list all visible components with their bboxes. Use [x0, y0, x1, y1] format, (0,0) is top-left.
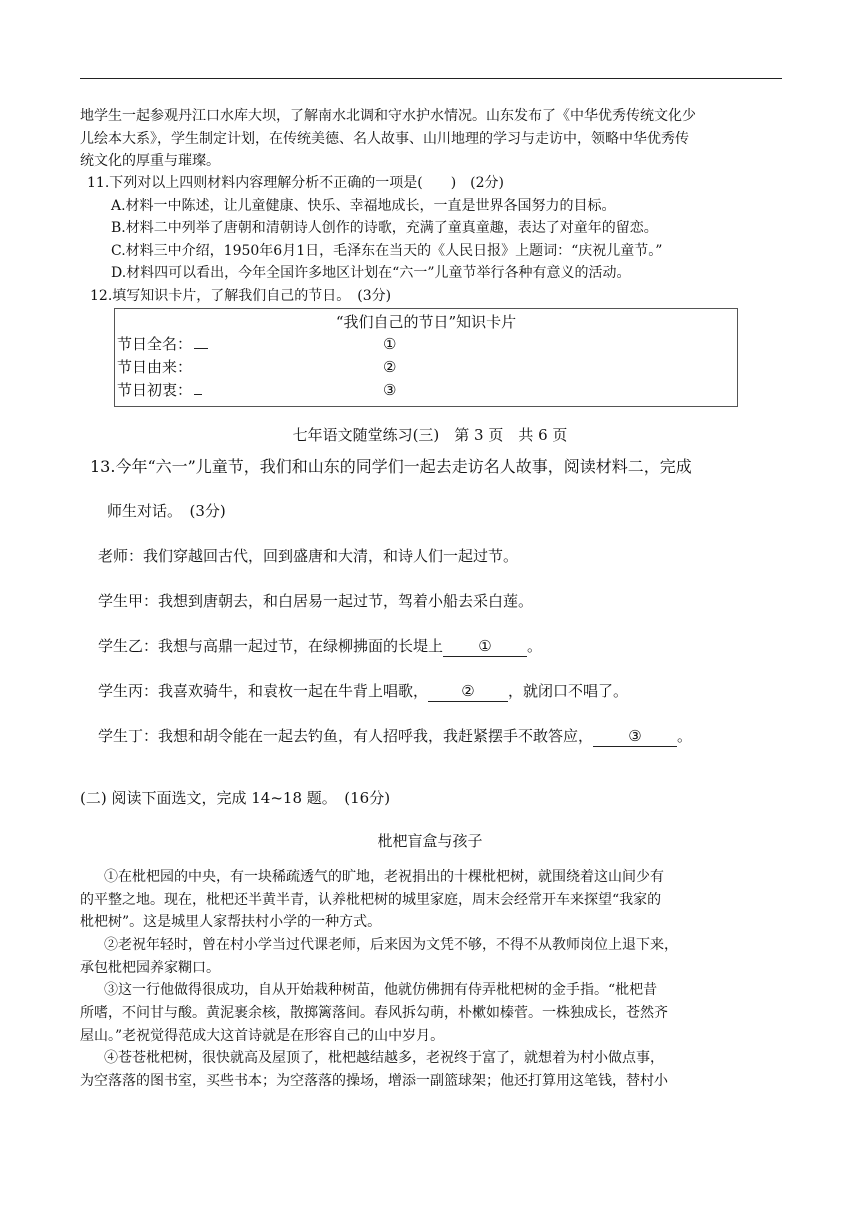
answer-blank-1[interactable]: ①	[443, 636, 527, 657]
card-label-fullname: 节日全名：	[117, 335, 193, 353]
student-d-text: 学生丁：我想和胡令能在一起去钓鱼，有人招呼我，我赶紧摆手不敢答应，	[98, 727, 594, 745]
paragraph-line: ④苍苍枇杷树，很快就高及屋顶了，枇杷越结越多，老祝终于富了，就想着为村小做点事，	[104, 1050, 664, 1066]
dialogue-student-a: 学生甲：我想到唐朝去，和白居易一起过节，驾着小船去采白莲。	[98, 592, 534, 610]
card-row-origin	[117, 356, 192, 378]
paragraph-line: ③这一行他做得很成功，自从开始栽种树苗，他就仿佛拥有侍弄枇杷树的金手指。“枇杷昔	[104, 982, 658, 998]
card-row-fullname	[117, 333, 208, 355]
section-2-heading: (二) 阅读下面选文，完成 14~18 题。 (16分)	[80, 789, 391, 807]
paragraph-line: ①在枇杷园的中央，有一块稀疏透气的旷地，老祝捐出的十棵枇杷树，就围绕着这山间少有	[104, 869, 664, 885]
q12-stem: 12.填写知识卡片，了解我们自己的节日。 (3分)	[90, 288, 392, 304]
answer-blank-3[interactable]: ③	[593, 726, 677, 747]
intro-line-2: 儿绘本大系》，学生制定计划，在传统美德、名人故事、山川地理的学习与走访中，领略中华优秀传	[80, 131, 689, 147]
student-c-end: ，就闭口不唱了。	[508, 682, 629, 700]
card-row-purpose	[117, 379, 202, 401]
paragraph-line: 的平整之地。现在，枇杷还半黄半青，认养枇杷树的城里家庭，周末会经常开车来探望“我家的	[80, 892, 662, 908]
header-rule	[80, 78, 782, 79]
fullname-blank[interactable]	[194, 336, 208, 349]
card-title: “我们自己的节日”知识卡片	[335, 313, 517, 331]
q11-option-d: D.材料四可以看出，今年全国许多地区计划在“六一”儿童节举行各种有意义的活动。	[111, 265, 631, 281]
dialogue-student-b	[98, 635, 542, 657]
card-mark-1: ①	[383, 335, 397, 353]
intro-line-1: 地学生一起参观丹江口水库大坝，了解南水北调和守水护水情况。山东发布了《中华优秀传统文化少	[80, 108, 696, 124]
card-mark-2: ②	[383, 358, 397, 376]
card-label-purpose: 节日初衷：	[117, 381, 193, 399]
purpose-blank[interactable]	[194, 382, 202, 395]
page-footer: 七年语文随堂练习(三) 第 3 页 共 6 页	[292, 426, 568, 444]
dialogue-student-c	[98, 680, 628, 702]
dialogue-student-d	[98, 725, 692, 747]
student-c-text: 学生丙：我喜欢骑牛，和袁枚一起在牛背上唱歌，	[98, 682, 429, 700]
card-mark-3: ③	[383, 381, 397, 399]
knowledge-card	[114, 308, 738, 407]
card-label-origin: 节日由来：	[117, 358, 193, 376]
student-b-end: 。	[527, 637, 543, 655]
paragraph-line: ②老祝年轻时，曾在村小学当过代课老师，后来因为文凭不够，不得不从教师岗位上退下来，	[104, 937, 678, 953]
q11-stem: 11.下列对以上四则材料内容理解分析不正确的一项是( ) (2分)	[87, 175, 505, 191]
q11-option-c: C.材料三中介绍，1950年6月1日，毛泽东在当天的《人民日报》上题词：“庆祝儿童节。”	[111, 243, 663, 259]
q11-option-b: B.材料二中列举了唐朝和清朝诗人创作的诗歌，充满了童真童趣，表达了对童年的留恋。	[111, 220, 658, 236]
paragraph-line: 屋山。”老祝觉得范成大这首诗就是在形容自己的山中岁月。	[80, 1028, 445, 1044]
q13-stem-line-2: 师生对话。 (3分)	[107, 502, 226, 520]
article-title: 枇杷盲盒与孩子	[377, 832, 483, 850]
paragraph-line: 枇杷树”。这是城里人家帮扶村小学的一种方式。	[80, 914, 382, 930]
q11-option-a: A.材料一中陈述，让儿童健康、快乐、幸福地成长，一直是世界各国努力的目标。	[111, 198, 616, 214]
student-b-text: 学生乙：我想与高鼎一起过节，在绿柳拂面的长堤上	[98, 637, 444, 655]
student-d-end: 。	[677, 727, 693, 745]
answer-blank-2[interactable]: ②	[428, 681, 508, 702]
paragraph-line: 为空落落的图书室，买些书本；为空落落的操场，增添一副篮球架；他还打算用这笔钱，替村小	[80, 1073, 668, 1089]
paragraph-line: 所嗜，不问甘与酸。黄泥裹余核，散掷篱落间。春风拆勾萌，朴樕如榛菅。一株独成长，苍然齐	[80, 1005, 668, 1021]
intro-line-3: 统文化的厚重与璀璨。	[80, 153, 220, 169]
q13-stem-line-1: 13.今年“六一”儿童节，我们和山东的同学们一起去走访名人故事，阅读材料二，完成	[90, 457, 692, 476]
dialogue-teacher: 老师：我们穿越回古代，回到盛唐和大清，和诗人们一起过节。	[98, 547, 519, 565]
paragraph-line: 承包枇杷园养家糊口。	[80, 960, 220, 976]
